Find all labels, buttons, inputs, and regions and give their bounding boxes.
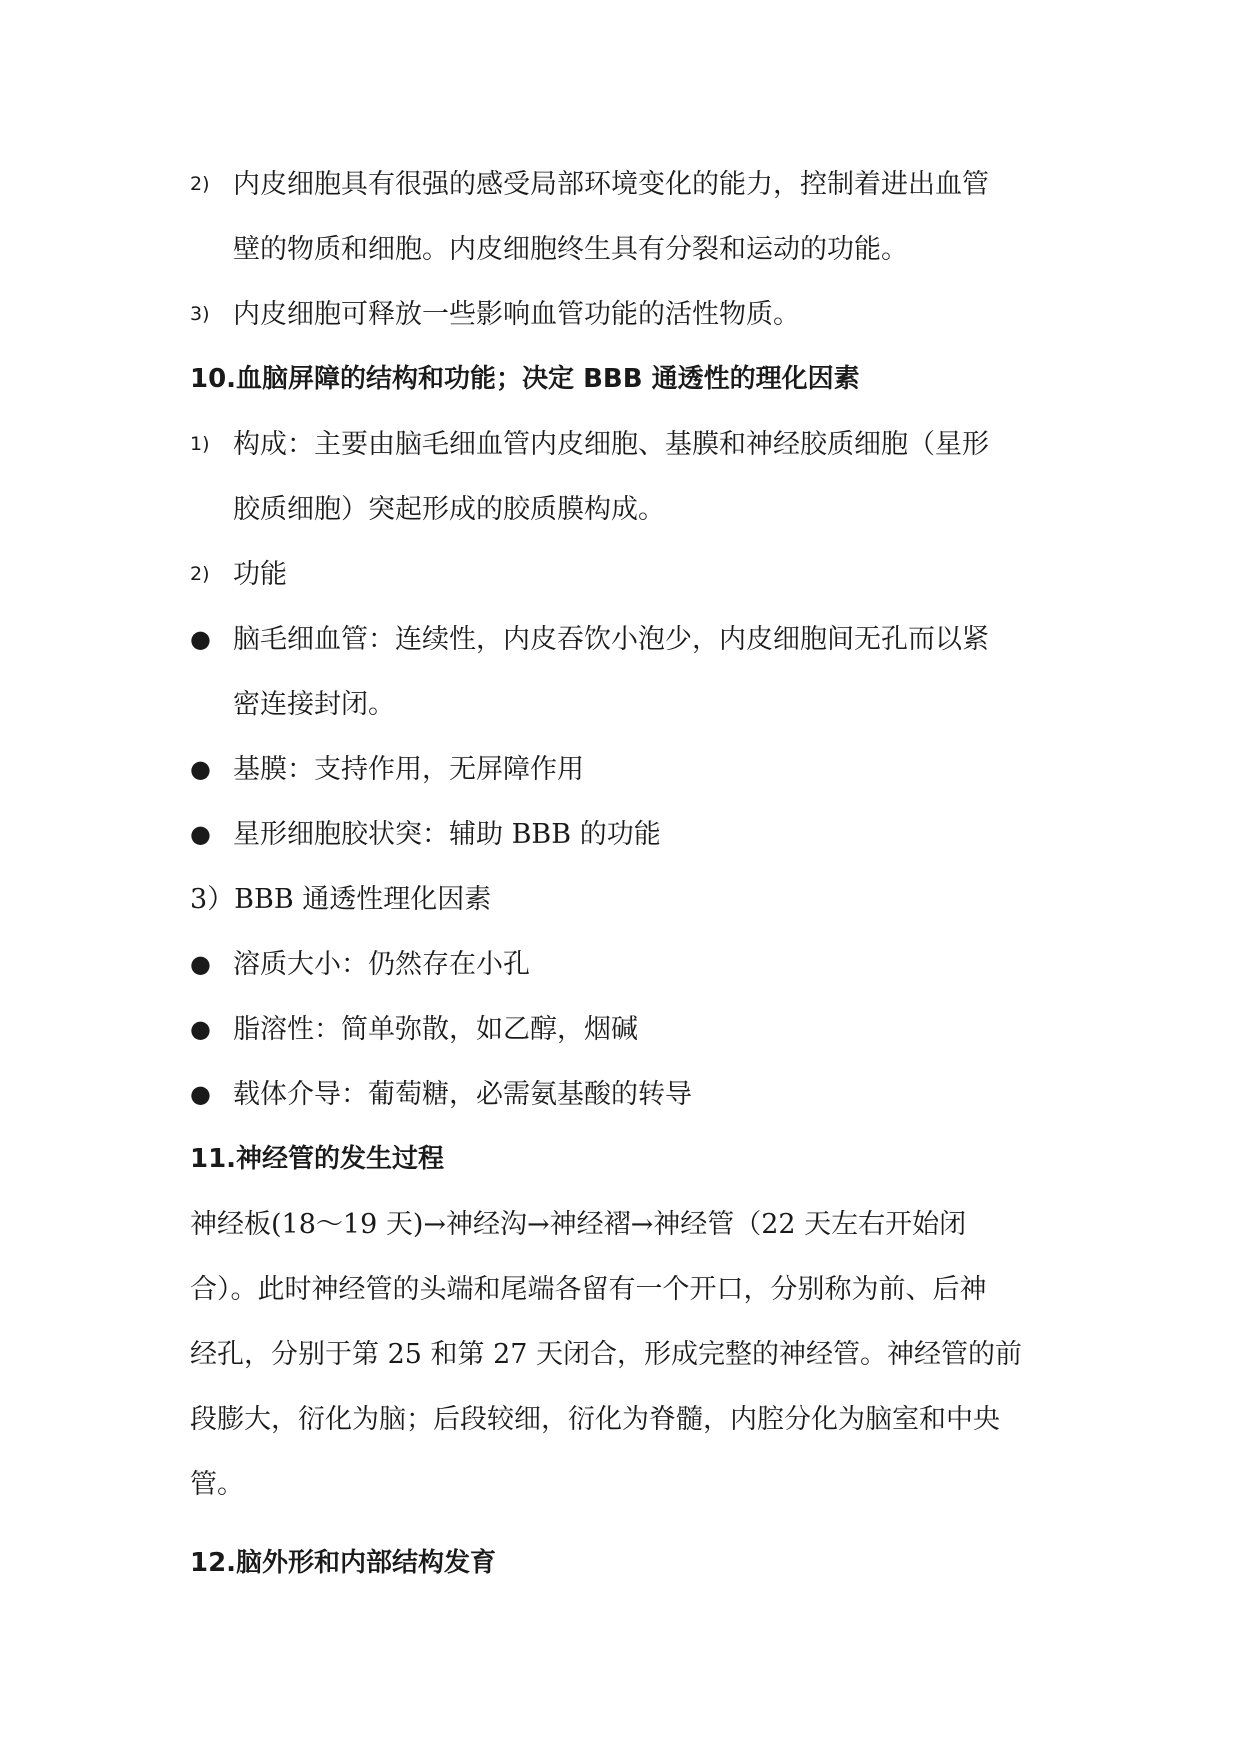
bullet-text: 基膜：支持作用，无屏障作用	[233, 754, 584, 785]
bullet-text: 溶质大小：仍然存在小孔	[233, 949, 530, 980]
list-item-text: 构成：主要由脑毛细血管内皮细胞、基膜和神经胶质细胞（星形	[233, 429, 989, 460]
bullet-item	[190, 1062, 1050, 1127]
list-item-9-3	[190, 282, 1050, 347]
section-heading-11: 11.神经管的发生过程	[190, 1144, 445, 1174]
bullet-icon: ●	[190, 755, 211, 783]
paragraph-line: 经孔，分别于第 25 和第 27 天闭合，形成完整的神经管。神经管的前	[190, 1339, 1023, 1370]
list-item-continuation: 壁的物质和细胞。内皮细胞终生具有分裂和运动的功能。	[233, 234, 908, 265]
bullet-item	[190, 607, 1050, 672]
paragraph-line: 合）。此时神经管的头端和尾端各留有一个开口，分别称为前、后神	[190, 1274, 987, 1305]
list-item-continuation: 胶质细胞）突起形成的胶质膜构成。	[233, 494, 665, 525]
bullet-item	[190, 737, 1050, 802]
list-marker: 1)	[190, 433, 210, 455]
bullet-icon: ●	[190, 1015, 211, 1043]
bullet-icon: ●	[190, 1080, 211, 1108]
section-heading-12: 12.脑外形和内部结构发育	[190, 1548, 497, 1578]
paragraph-line: 神经板(18～19 天)→神经沟→神经褶→神经管（22 天左右开始闭	[190, 1209, 967, 1240]
section-heading-10: 10.血脑屏障的结构和功能；决定 BBB 通透性的理化因素	[190, 364, 860, 394]
list-item-9-2	[190, 152, 1050, 217]
list-item-10-1	[190, 412, 1050, 477]
paragraph-line: 段膨大，衍化为脑；后段较细，衍化为脊髓，内腔分化为脑室和中央	[190, 1404, 1000, 1435]
bullet-text: 脑毛细血管：连续性，内皮吞饮小泡少，内皮细胞间无孔而以紧	[233, 624, 989, 655]
bullet-text: 脂溶性：简单弥散，如乙醇，烟碱	[233, 1014, 638, 1045]
paragraph-line: 管。	[190, 1469, 244, 1500]
list-marker: 2)	[190, 173, 210, 195]
bullet-icon: ●	[190, 950, 211, 978]
list-marker: 2)	[190, 563, 210, 585]
bullet-icon: ●	[190, 820, 211, 848]
list-marker: 3)	[190, 303, 210, 325]
bullet-text: 载体介导：葡萄糖，必需氨基酸的转导	[233, 1079, 692, 1110]
document-page	[190, 152, 1050, 1596]
list-item-10-3: 3）BBB 通透性理化因素	[190, 884, 492, 915]
bullet-item	[190, 997, 1050, 1062]
list-item-text: 内皮细胞具有很强的感受局部环境变化的能力，控制着进出血管	[233, 169, 989, 200]
bullet-item	[190, 802, 1050, 867]
bullet-icon: ●	[190, 625, 211, 653]
spacer	[190, 1517, 1050, 1531]
list-item-text: 内皮细胞可释放一些影响血管功能的活性物质。	[233, 299, 800, 330]
list-item-10-2	[190, 542, 1050, 607]
bullet-continuation: 密连接封闭。	[233, 689, 395, 720]
bullet-item	[190, 932, 1050, 997]
list-item-text: 功能	[233, 559, 287, 590]
bullet-text: 星形细胞胶状突：辅助 BBB 的功能	[233, 819, 661, 850]
